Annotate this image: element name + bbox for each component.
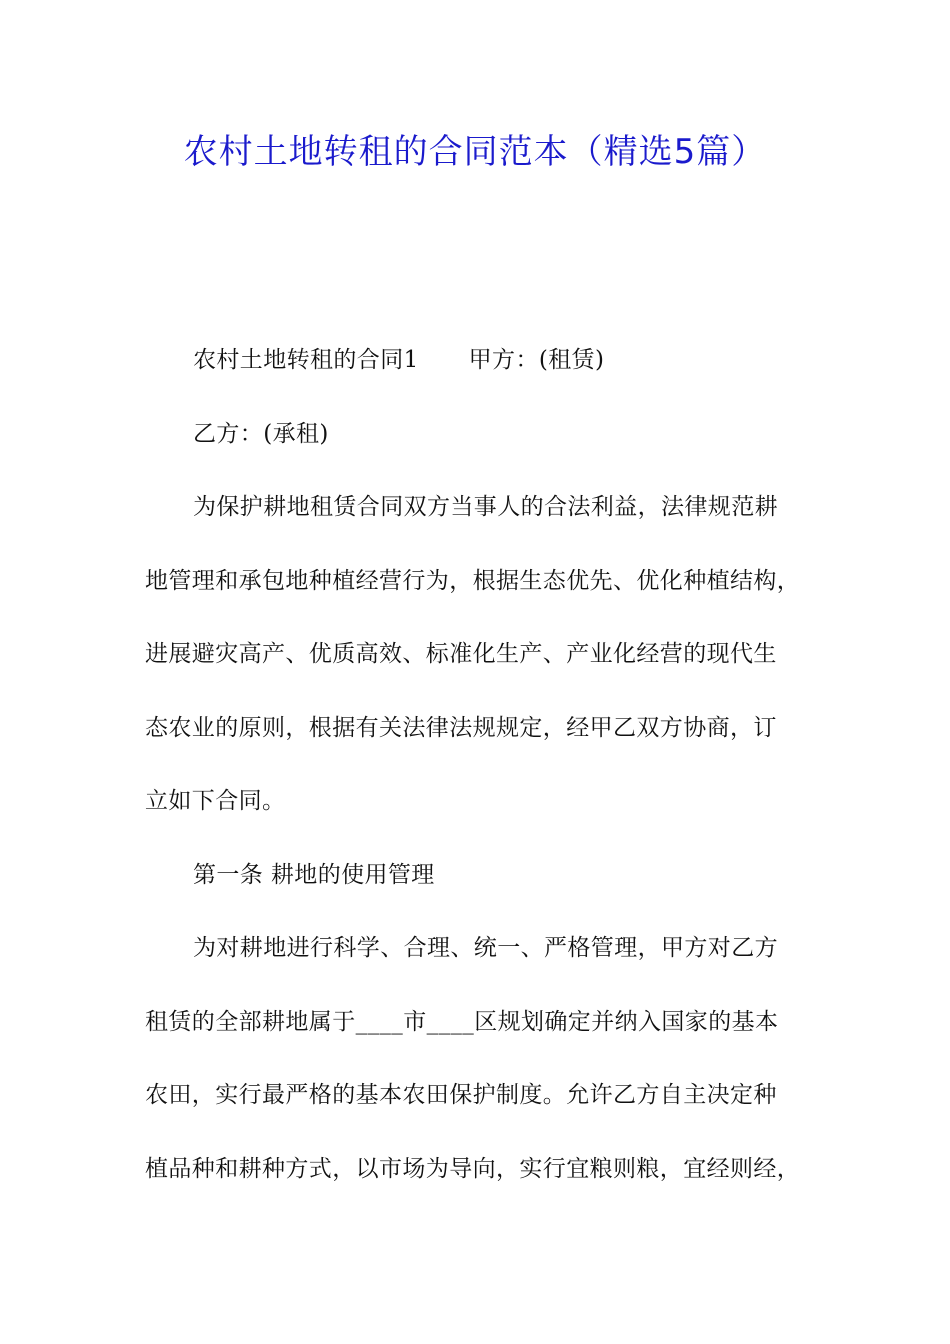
article-heading: 第一条 耕地的使用管理 xyxy=(193,861,435,888)
paragraph-line: 农田，实行最严格的基本农田保护制度。允许乙方自主决定种 xyxy=(145,1082,777,1108)
paragraph-line: 为对耕地进行科学、合理、统一、严格管理，甲方对乙方 xyxy=(193,935,778,961)
party-b-line: 乙方：(承租) xyxy=(193,420,329,447)
document-title: 农村土地转租的合同范本（精选5篇） xyxy=(183,132,767,172)
paragraph-line: 立如下合同。 xyxy=(145,788,286,814)
paragraph-line: 植品种和耕种方式，以市场为导向，实行宜粮则粮，宜经则经， xyxy=(145,1155,801,1182)
paragraph-line: 态农业的原则，根据有关法律法规规定，经甲乙双方协商，订 xyxy=(145,714,777,741)
document-body xyxy=(145,340,815,1222)
paragraph-line: 进展避灾高产、优质高效、标准化生产、产业化经营的现代生 xyxy=(145,641,777,667)
paragraph-line: 地管理和承包地种植经营行为，根据生态优先、优化种植结构， xyxy=(145,567,801,594)
contract-heading-line xyxy=(145,340,815,414)
paragraph-line: 为保护耕地租赁合同双方当事人的合法利益，法律规范耕 xyxy=(193,494,778,520)
party-a-label: 甲方：(租赁) xyxy=(468,347,605,373)
paragraph-line: 租赁的全部耕地属于____市____区规划确定并纳入国家的基本 xyxy=(145,1008,779,1035)
contract-heading: 农村土地转租的合同1 xyxy=(193,347,419,373)
